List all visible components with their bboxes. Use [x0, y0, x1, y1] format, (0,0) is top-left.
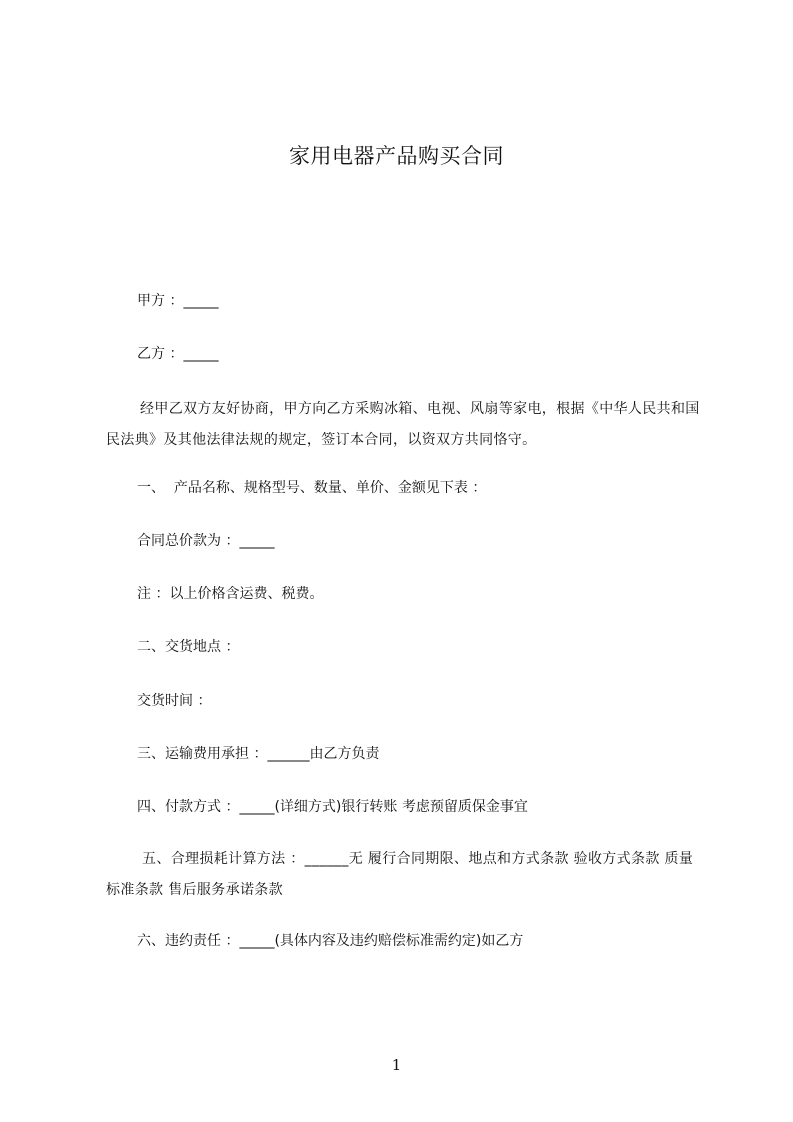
clause-1-product-details: 一、 产品名称、规格型号、数量、单价、金额见下表 ： [137, 480, 487, 496]
page-number: 1 [391, 1056, 402, 1074]
clause-4-payment-method: 四、付款方式 ：_____(详细方式)银行转账 考虑预留质保金事宜 [137, 799, 528, 815]
clause-5-loss-calculation: 五、合理损耗计算方法 ：______无 履行合同期限、地点和方式条款 验收方式条款 质量标准条款 售后服务承诺条款 [106, 851, 694, 898]
intro-paragraph: 经甲乙双方友好协商，甲方向乙方采购冰箱、电视、风扇等家电，根据《中华人民共和国民法典》及其他法律法规的规定，签订本合同，以资双方共同恪守。 [106, 401, 700, 448]
clause-3-transport-cost: 三、运输费用承担 ：______由乙方负责 [137, 746, 380, 762]
price-note-line: 注 ：以上价格含运费、税费。 [137, 586, 324, 602]
clause-6-breach-liability: 六、违约责任 ：_____(具体内容及违约赔偿标准需约定)如乙方 [137, 933, 524, 949]
delivery-time-line: 交货时间 ： [137, 693, 212, 709]
clause-2-delivery-place: 二、交货地点 ： [137, 639, 240, 655]
party-a-line: 甲方 ：_____ [137, 293, 219, 309]
party-b-line: 乙方 ：_____ [137, 346, 219, 362]
total-price-line: 合同总价款为 ：_____ [137, 533, 275, 549]
document-title: 家用电器产品购买合同 [289, 144, 504, 168]
